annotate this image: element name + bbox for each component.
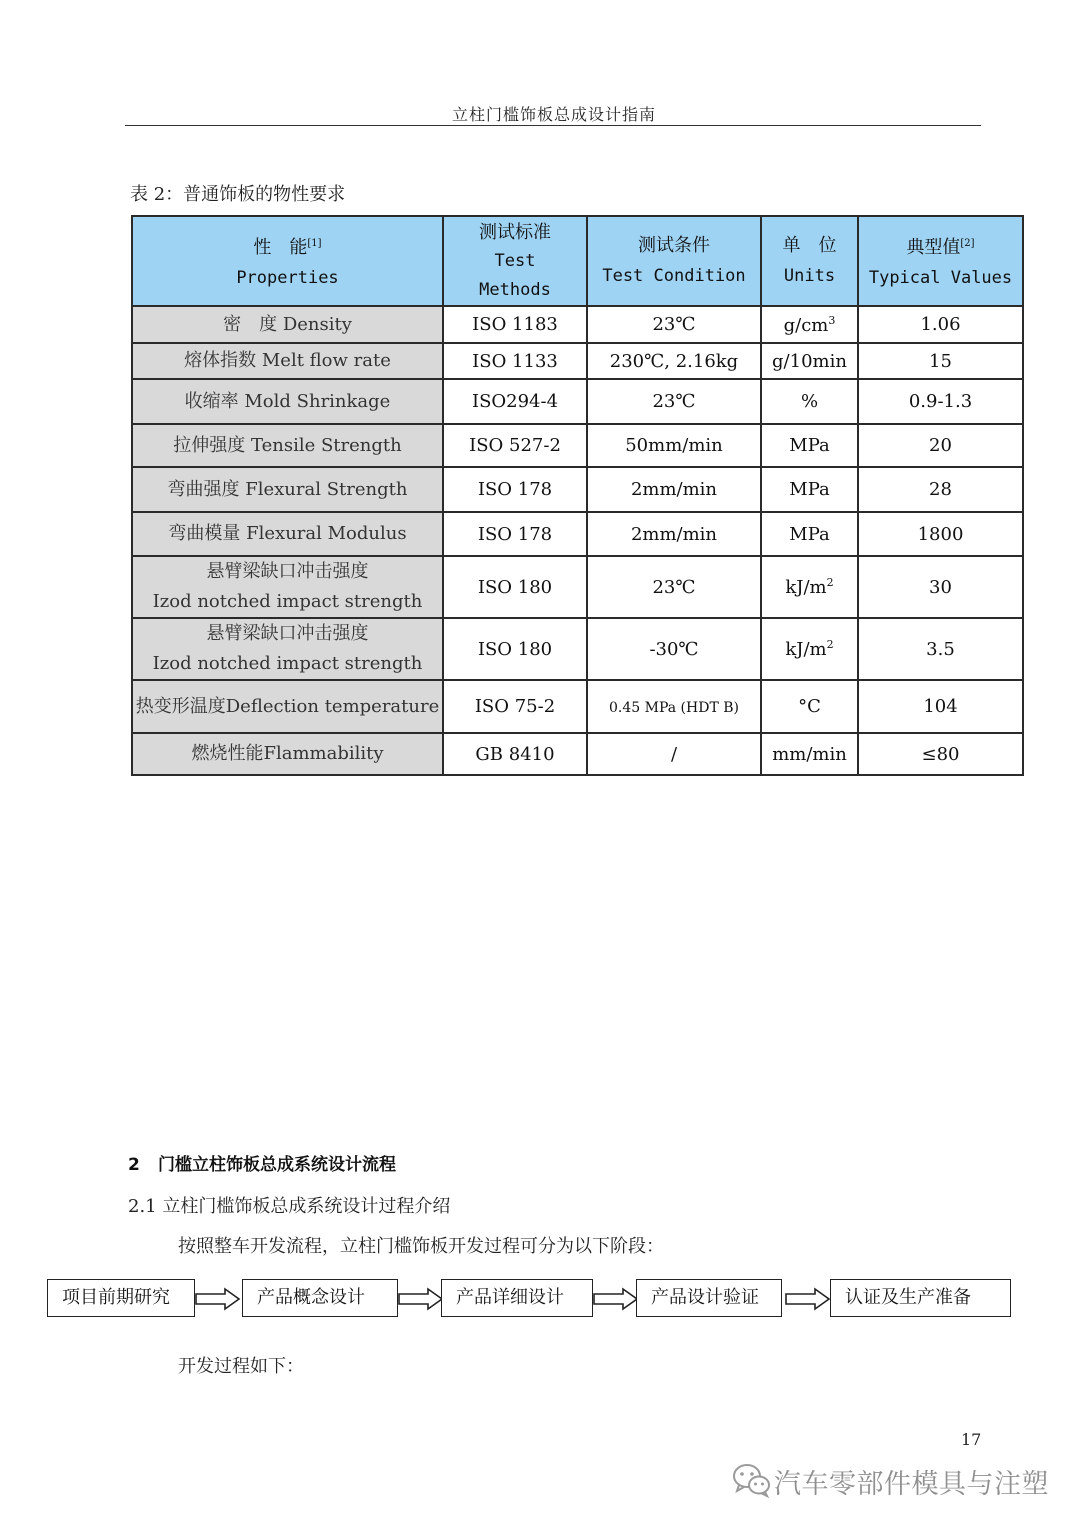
- condition-cell: 2mm/min: [587, 467, 761, 512]
- table-row: [132, 512, 1023, 556]
- property-cell: 燃烧性能Flammability: [132, 733, 443, 775]
- footnote-ref: [1]: [307, 238, 322, 249]
- table-row: [132, 424, 1023, 467]
- unit-exponent: 2: [826, 576, 834, 589]
- property-cell: 弯曲强度 Flexural Strength: [132, 467, 443, 512]
- flow-arrow-icon: [785, 1287, 831, 1311]
- footnote-ref: [2]: [960, 238, 975, 249]
- condition-cell: 23℃: [587, 556, 761, 618]
- method-cell: ISO 180: [443, 618, 587, 680]
- header-label-en: Test Condition: [602, 266, 746, 286]
- header-label-en: Properties: [236, 268, 339, 288]
- header-label-en: Typical Values: [868, 268, 1013, 288]
- unit-exponent: 2: [826, 638, 834, 651]
- watermark-text: 汽车零部件模具与注塑: [774, 1469, 1049, 1500]
- property-label-en: Izod notched impact strength: [152, 591, 423, 612]
- property-cell: 弯曲模量 Flexural Modulus: [132, 512, 443, 556]
- value-cell: 0.9-1.3: [858, 379, 1023, 424]
- table-row: [132, 556, 1023, 618]
- value-cell: 15: [858, 343, 1023, 379]
- condition-text: 0.45 MPa (HDT B): [609, 700, 739, 716]
- table-row: [132, 680, 1023, 733]
- table-row: [132, 379, 1023, 424]
- section-heading: [128, 1150, 396, 1175]
- property-label-zh: 悬臂梁缺口冲击强度: [206, 561, 369, 582]
- header-divider: [125, 125, 981, 126]
- header-label-en: Units: [783, 266, 836, 286]
- unit-text: g/cm: [783, 314, 829, 336]
- table-row: [132, 733, 1023, 775]
- subsection-heading: 2.1 立柱门槛饰板总成系统设计过程介绍: [128, 1196, 451, 1217]
- table-row: [132, 343, 1023, 379]
- property-cell: 热变形温度Deflection temperature: [132, 680, 443, 733]
- value-cell: 1800: [858, 512, 1023, 556]
- unit-cell: [761, 306, 858, 343]
- flow-arrow-icon: [195, 1287, 241, 1311]
- header-typical-values: [858, 216, 1023, 306]
- header-test-methods: [443, 216, 587, 306]
- condition-cell: 50mm/min: [587, 424, 761, 467]
- condition-cell: [587, 680, 761, 733]
- flow-arrow-icon: [398, 1287, 444, 1311]
- property-cell: 密 度 Density: [132, 306, 443, 343]
- unit-cell: [761, 618, 858, 680]
- header-label-en: Methods: [479, 279, 551, 300]
- watermark: [732, 1458, 1052, 1502]
- header-label-zh: 单 位: [782, 235, 837, 256]
- property-cell: 熔体指数 Melt flow rate: [132, 343, 443, 379]
- unit-text: kJ/m: [785, 577, 827, 598]
- condition-cell: 2mm/min: [587, 512, 761, 556]
- unit-cell: [761, 556, 858, 618]
- table-header-row: [132, 216, 1023, 306]
- unit-text: kJ/m: [785, 639, 827, 660]
- method-cell: ISO 527-2: [443, 424, 587, 467]
- property-cell: 拉伸强度 Tensile Strength: [132, 424, 443, 467]
- method-cell: ISO 1133: [443, 343, 587, 379]
- properties-table: [131, 215, 1024, 776]
- table-row: [132, 618, 1023, 680]
- property-cell: [132, 556, 443, 618]
- flow-step-4: 产品设计验证: [636, 1279, 782, 1317]
- wechat-icon: [732, 1462, 772, 1498]
- method-cell: ISO 180: [443, 556, 587, 618]
- table-row: [132, 467, 1023, 512]
- table-row: [132, 306, 1023, 343]
- method-cell: ISO 1183: [443, 306, 587, 343]
- table-caption: 表 2：普通饰板的物性要求: [130, 184, 346, 205]
- method-cell: ISO294-4: [443, 379, 587, 424]
- method-cell: ISO 75-2: [443, 680, 587, 733]
- header-label-en: Test: [494, 250, 536, 271]
- process-paragraph: 开发过程如下：: [178, 1356, 304, 1377]
- value-cell: 1.06: [858, 306, 1023, 343]
- condition-cell: 230℃, 2.16kg: [587, 343, 761, 379]
- method-cell: ISO 178: [443, 512, 587, 556]
- unit-cell: °C: [761, 680, 858, 733]
- property-label-en: Izod notched impact strength: [152, 653, 423, 674]
- section-number: 2: [128, 1155, 140, 1175]
- property-label-zh: 悬臂梁缺口冲击强度: [206, 623, 369, 644]
- unit-cell: MPa: [761, 467, 858, 512]
- value-cell: 3.5: [858, 618, 1023, 680]
- header-label-zh: 性 能: [253, 237, 308, 258]
- value-cell: 30: [858, 556, 1023, 618]
- flow-step-3: 产品详细设计: [441, 1279, 593, 1317]
- method-cell: ISO 178: [443, 467, 587, 512]
- unit-exponent: 3: [828, 313, 836, 327]
- condition-cell: 23℃: [587, 379, 761, 424]
- header-test-condition: [587, 216, 761, 306]
- section-title: 门槛立柱饰板总成系统设计流程: [158, 1155, 396, 1175]
- value-cell: 28: [858, 467, 1023, 512]
- property-cell: 收缩率 Mold Shrinkage: [132, 379, 443, 424]
- unit-cell: %: [761, 379, 858, 424]
- property-cell: [132, 618, 443, 680]
- header-label-zh: 测试条件: [638, 235, 710, 256]
- unit-cell: g/10min: [761, 343, 858, 379]
- flow-arrow-icon: [593, 1287, 639, 1311]
- header-label-zh: 测试标准: [479, 221, 551, 243]
- flow-step-2: 产品概念设计: [242, 1279, 398, 1317]
- page-header-title: 立柱门槛饰板总成设计指南: [451, 105, 656, 124]
- flow-step-5: 认证及生产准备: [830, 1279, 1011, 1317]
- flow-step-1: 项目前期研究: [47, 1279, 195, 1317]
- value-cell: ≤80: [858, 733, 1023, 775]
- header-properties: [132, 216, 443, 306]
- header-units: [761, 216, 858, 306]
- unit-cell: MPa: [761, 512, 858, 556]
- page-number: 17: [961, 1430, 982, 1449]
- value-cell: 20: [858, 424, 1023, 467]
- intro-paragraph: 按照整车开发流程，立柱门槛饰板开发过程可分为以下阶段：: [178, 1236, 664, 1257]
- condition-cell: /: [587, 733, 761, 775]
- unit-cell: MPa: [761, 424, 858, 467]
- condition-cell: -30℃: [587, 618, 761, 680]
- method-cell: GB 8410: [443, 733, 587, 775]
- unit-cell: mm/min: [761, 733, 858, 775]
- value-cell: 104: [858, 680, 1023, 733]
- header-label-zh: 典型值: [906, 237, 961, 258]
- condition-cell: 23℃: [587, 306, 761, 343]
